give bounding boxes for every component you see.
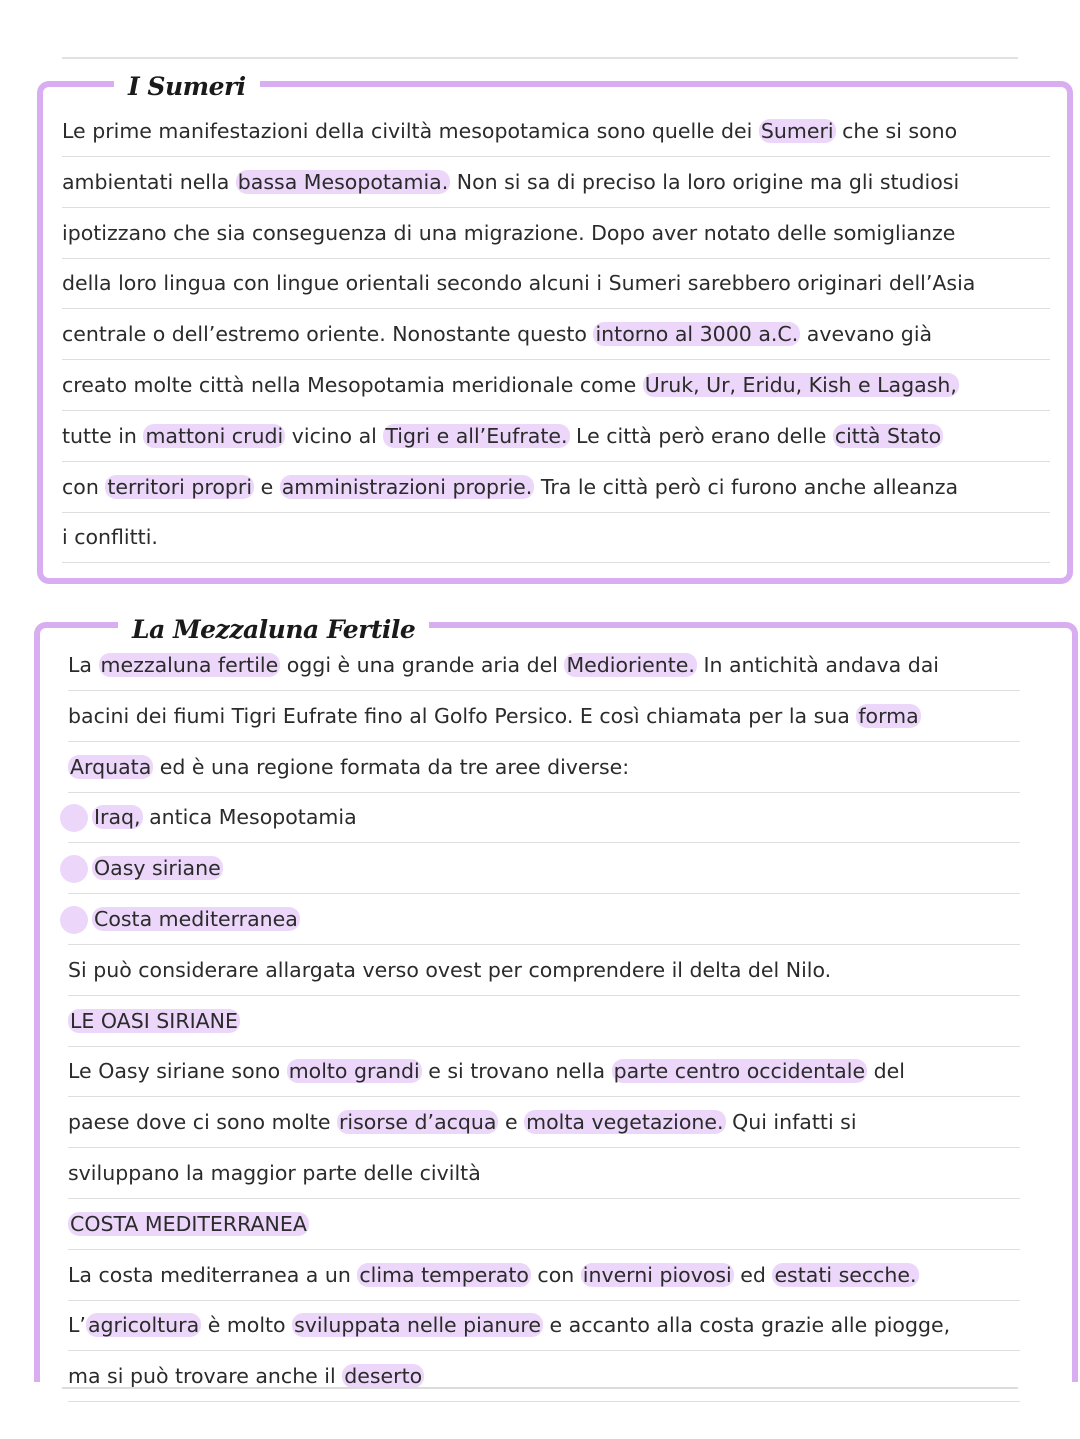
text-line [68, 945, 1020, 996]
text-span: i conflitti. [62, 525, 158, 550]
text-line [68, 742, 1020, 793]
text-span: e [498, 1110, 525, 1135]
highlighted-text: mezzaluna fertile [100, 653, 279, 677]
text-line [68, 996, 1020, 1047]
text-span: vicino al [285, 423, 384, 448]
text-line [62, 309, 1050, 360]
highlighted-text: Costa mediterranea [94, 907, 298, 931]
highlighted-text: estati secche. [774, 1262, 917, 1287]
text-span: sviluppano la maggior parte delle civiltà [68, 1161, 481, 1185]
text-span: Le città però erano delle [569, 423, 833, 448]
text-span: Le prime manifestazioni della civiltà mesopotamica sono quelle dei [62, 119, 759, 143]
text-line [62, 512, 1050, 563]
text-span: creato molte città nella Mesopotamia meridionale come [62, 373, 643, 397]
text-span: centrale o dell’estremo oriente. Nonostante questo [62, 322, 594, 347]
highlighted-text: Tigri e all’Eufrate. [385, 423, 568, 448]
text-line [68, 1097, 1020, 1148]
text-line [62, 208, 1050, 259]
text-line [62, 411, 1050, 462]
highlighted-text: LE OASI SIRIANE [70, 1008, 238, 1033]
text-span: che si sono [835, 119, 958, 143]
highlighted-text: territori propri [107, 474, 253, 499]
text-line [68, 691, 1020, 742]
highlighted-text: clima temperato [359, 1262, 529, 1287]
bottom-rule [62, 1387, 1018, 1389]
text-span: e accanto alla costa grazie alle piogge, [543, 1313, 951, 1338]
text-span: antica Mesopotamia [142, 805, 357, 830]
text-span: In antichità andava dai [696, 653, 939, 677]
text-line [68, 1199, 1020, 1250]
text-line [68, 1148, 1020, 1199]
text-span: Qui infatti si [725, 1110, 857, 1135]
highlighted-text: Sumeri [760, 119, 834, 143]
section-title-sumeri: I Sumeri [114, 72, 260, 101]
text-line [68, 843, 1020, 894]
highlighted-text: deserto [344, 1364, 423, 1389]
text-line [62, 258, 1050, 309]
highlighted-text: Oasy siriane [94, 856, 221, 881]
text-span: La [68, 653, 99, 677]
text-span: avevano già [800, 322, 933, 347]
highlighted-text: forma [858, 703, 919, 728]
highlighted-text: inverni piovosi [582, 1262, 732, 1287]
text-span: è molto [201, 1313, 293, 1338]
bullet-dot [60, 855, 88, 883]
text-line [68, 1351, 1020, 1402]
highlighted-text: Arquata [70, 754, 152, 779]
text-span: ambientati nella [62, 169, 236, 194]
text-line [68, 1300, 1020, 1351]
highlighted-text: COSTA MEDITERRANEA [70, 1211, 307, 1236]
text-span: oggi è una grande aria del [280, 653, 565, 677]
highlighted-text: bassa Mesopotamia. [237, 169, 449, 194]
highlighted-text: mattoni crudi [145, 423, 284, 448]
highlighted-text: Medioriente. [566, 653, 695, 677]
bullet-dot [60, 804, 88, 832]
text-line [68, 1046, 1020, 1097]
highlighted-text: molto grandi [288, 1059, 420, 1084]
text-span: L’ [68, 1313, 86, 1338]
text-span: con [530, 1262, 581, 1287]
highlighted-text: risorse d’acqua [338, 1110, 497, 1135]
text-span: paese dove ci sono molte [68, 1110, 337, 1135]
text-span: Tra le città però ci furono anche alleanza [534, 474, 959, 499]
text-line [62, 157, 1050, 208]
bullet-dot [60, 906, 88, 934]
highlighted-text: agricoltura [87, 1313, 200, 1338]
text-span: bacini dei fiumi Tigri Eufrate fino al Golfo Persico. E così chiamata per la sua [68, 703, 857, 728]
text-span: della loro lingua con lingue orientali secondo alcuni i Sumeri sarebbero originari dell’Asia [62, 271, 976, 296]
text-line [68, 792, 1020, 843]
text-line [62, 462, 1050, 513]
text-span: e si trovano nella [421, 1059, 612, 1084]
top-rule [62, 57, 1018, 59]
highlighted-text: città Stato [834, 423, 942, 448]
text-span: ipotizzano che sia conseguenza di una migrazione. Dopo aver notato delle somiglianze [62, 220, 956, 245]
text-span: ed [733, 1262, 773, 1287]
text-span: ma si può trovare anche il [68, 1364, 343, 1389]
text-span: La costa mediterranea a un [68, 1262, 358, 1287]
highlighted-text: intorno al 3000 a.C. [595, 322, 799, 347]
text-line [68, 640, 1020, 691]
text-span: con [62, 474, 106, 499]
text-line [68, 1250, 1020, 1301]
text-span: del [867, 1059, 905, 1084]
section-title-mezzaluna: La Mezzaluna Fertile [118, 615, 429, 644]
highlighted-text: sviluppata nelle pianure [294, 1313, 541, 1338]
text-span: Le Oasy siriane sono [68, 1059, 287, 1084]
text-span: Si può considerare allargata verso ovest per comprendere il delta del Nilo. [68, 957, 832, 982]
highlighted-text: Iraq, [94, 805, 141, 830]
text-span: Non si sa di preciso la loro origine ma gli studiosi [450, 169, 960, 194]
highlighted-text: molta vegetazione. [526, 1110, 724, 1135]
text-span: ed è una regione formata da tre aree diverse: [153, 754, 630, 779]
text-span: tutte in [62, 423, 144, 448]
highlighted-text: amministrazioni proprie. [281, 474, 533, 499]
highlighted-text: parte centro occidentale [613, 1059, 866, 1084]
text-line [68, 894, 1020, 945]
text-line [62, 360, 1050, 411]
text-span: e [254, 474, 280, 499]
highlighted-text: Uruk, Ur, Eridu, Kish e Lagash, [644, 373, 957, 397]
text-line [62, 106, 1050, 157]
